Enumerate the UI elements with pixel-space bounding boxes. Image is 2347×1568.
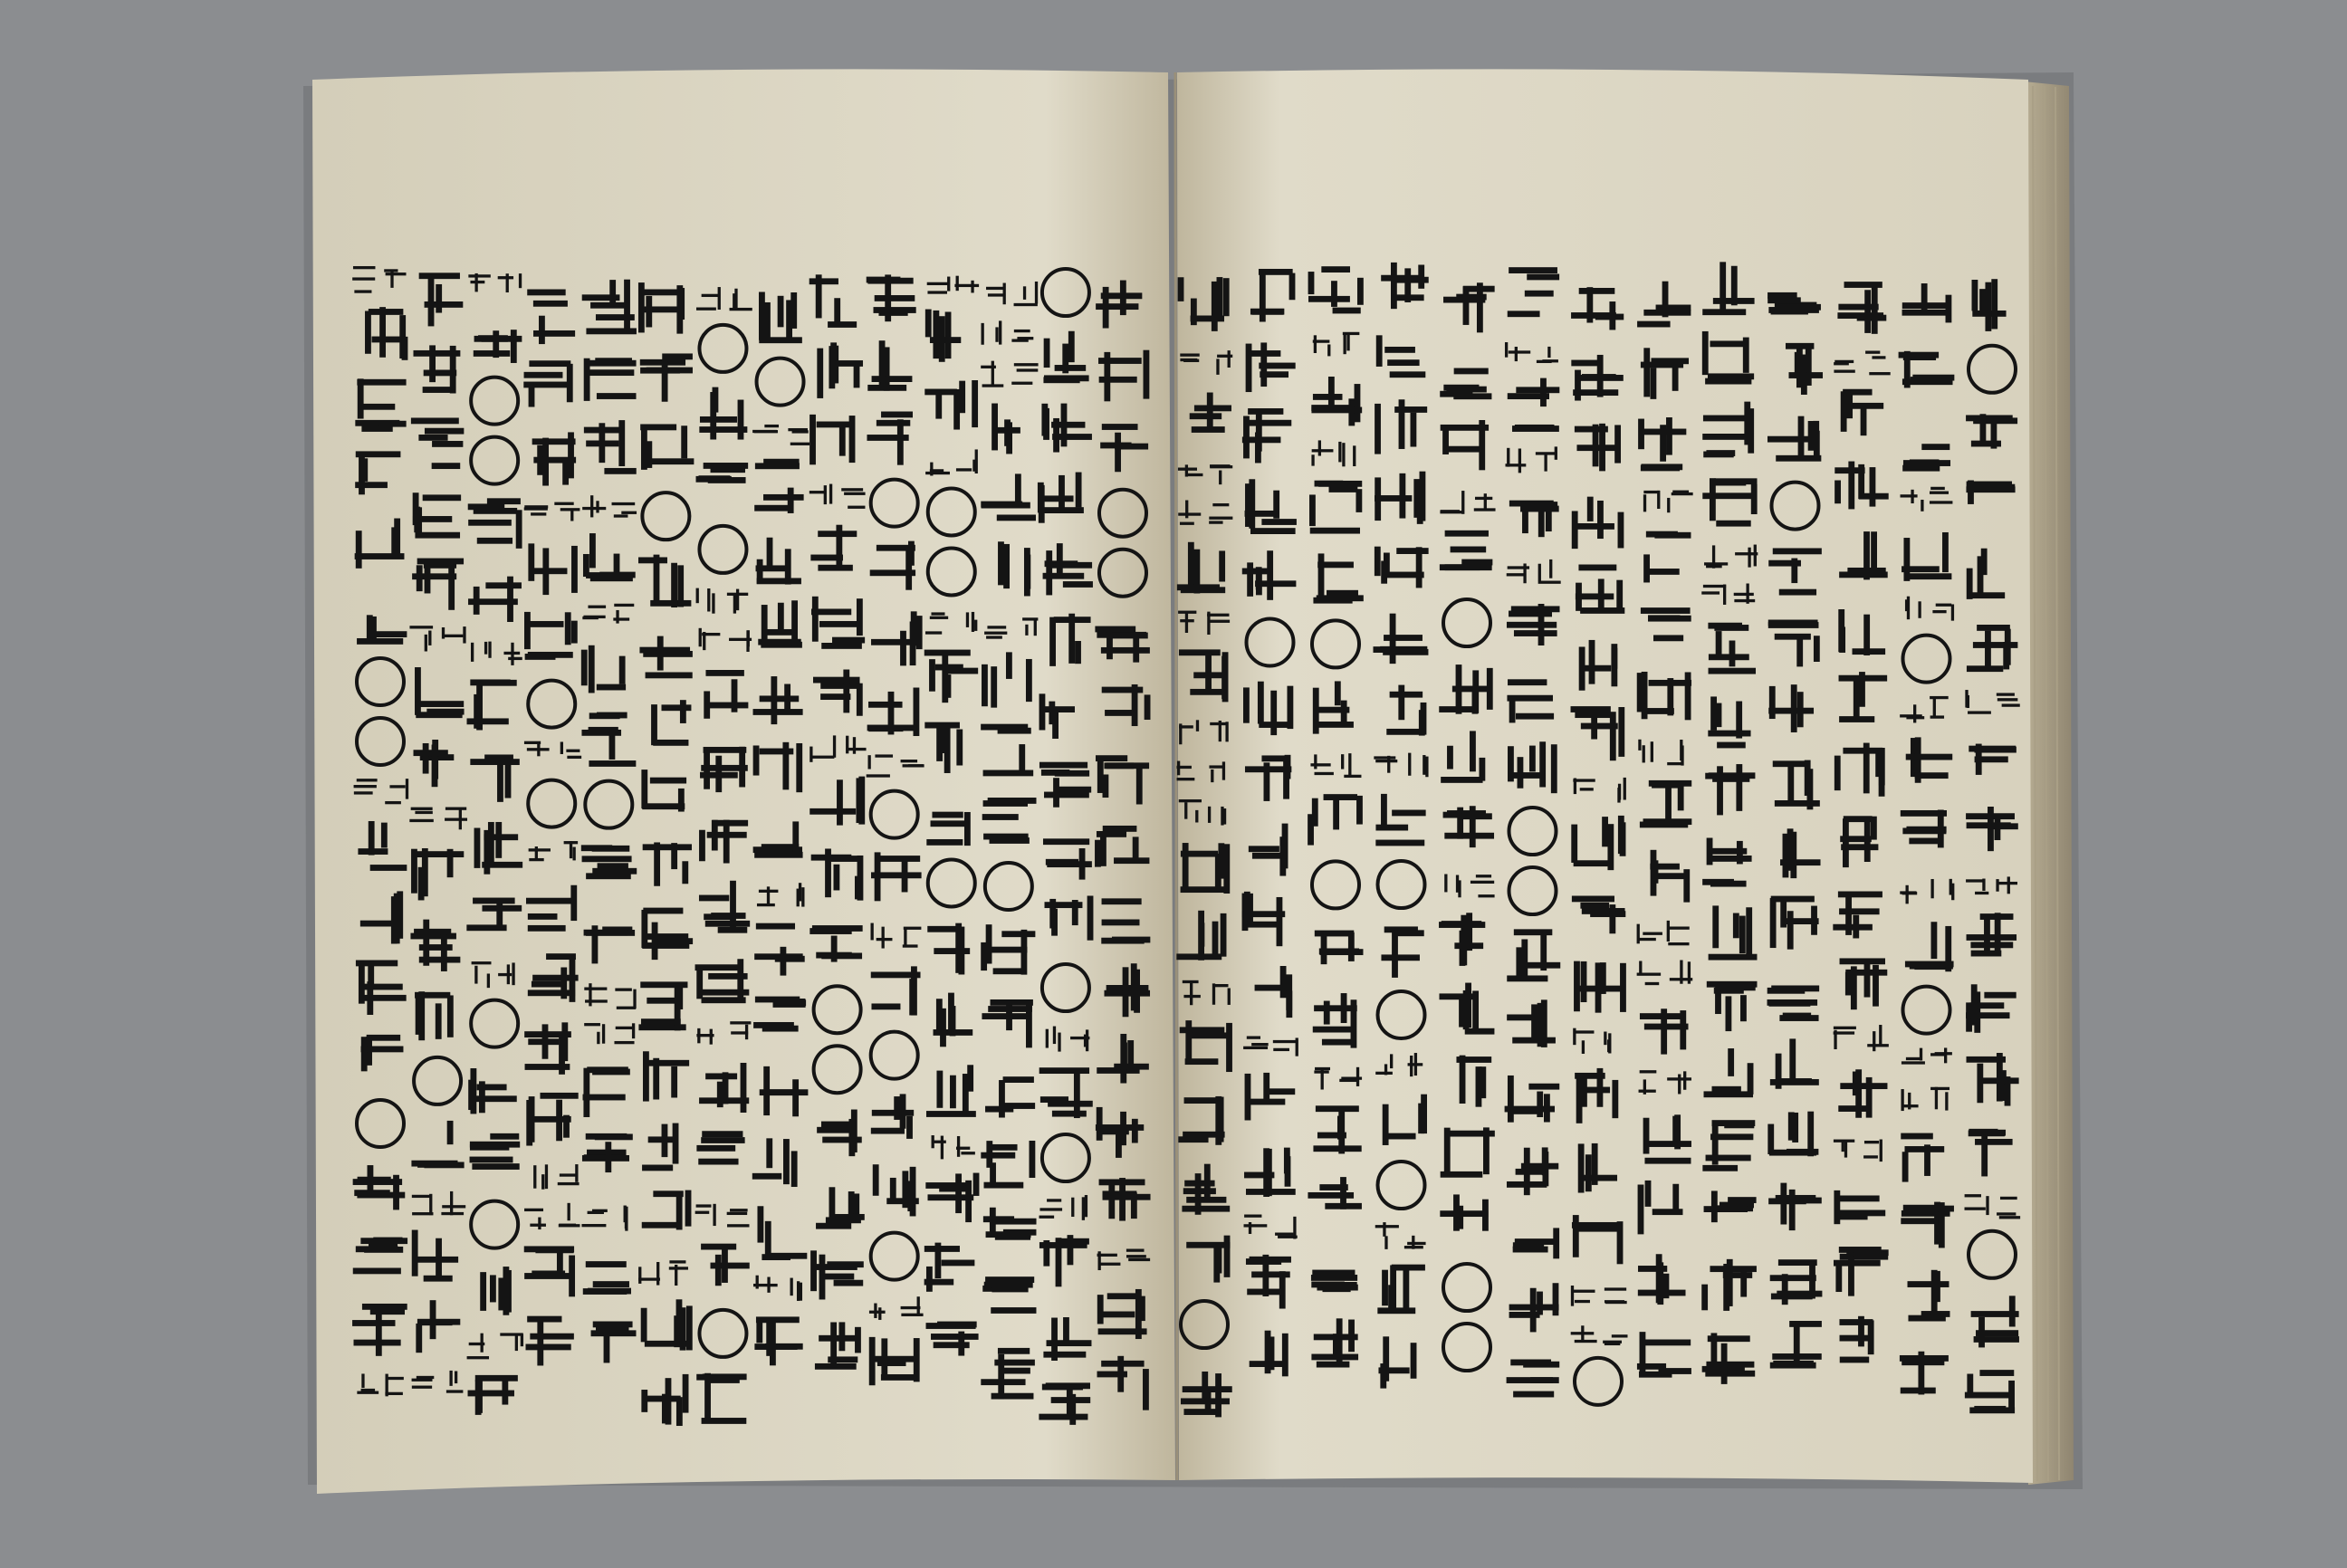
right-page [1177,69,2033,1483]
glyph [758,600,802,647]
glyph [1507,1360,1560,1398]
spine-fold [1175,72,1177,1480]
